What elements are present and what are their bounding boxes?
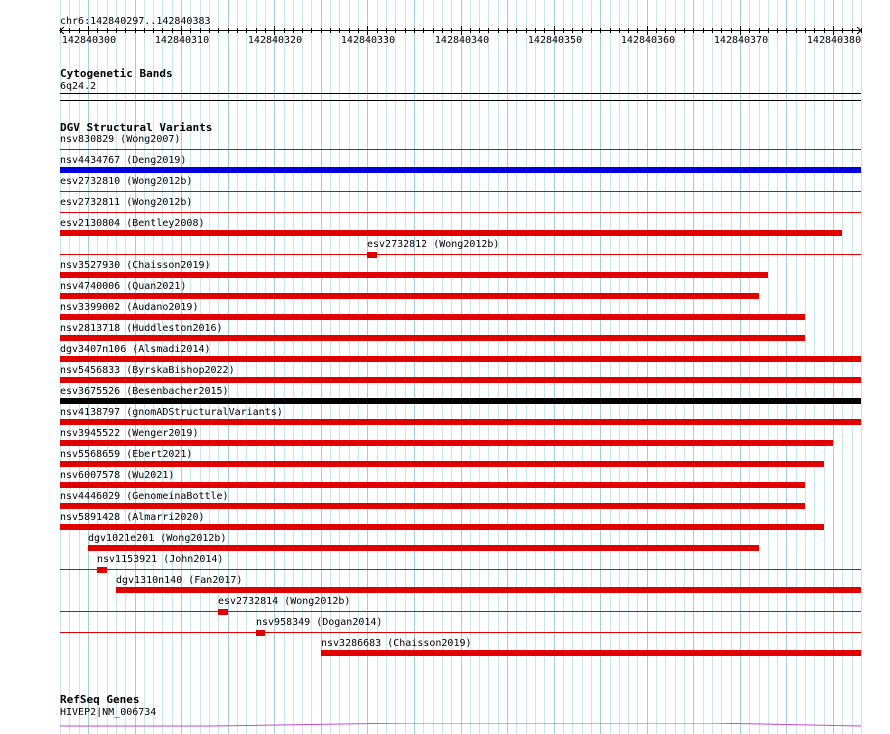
- ruler-tick-label: 142840380: [806, 35, 862, 46]
- dgv-variant-feature[interactable]: [60, 398, 861, 404]
- location-label: chr6:142840297..142840383: [60, 16, 211, 27]
- dgv-variant-feature[interactable]: [60, 440, 833, 446]
- dgv-variant-feature[interactable]: [60, 293, 759, 299]
- dgv-variant-label[interactable]: nsv4138797 (gnomADStructuralVariants): [60, 407, 283, 418]
- dgv-variant-label[interactable]: esv3675526 (Besenbacher2015): [60, 386, 229, 397]
- dgv-variant-feature[interactable]: [60, 149, 861, 150]
- dgv-variant-label[interactable]: nsv2813718 (Huddleston2016): [60, 323, 223, 334]
- dgv-variant-label[interactable]: nsv6007578 (Wu2021): [60, 470, 175, 481]
- dgv-variant-label[interactable]: dgv3407n106 (Alsmadi2014): [60, 344, 211, 355]
- dgv-variant-label[interactable]: esv2732814 (Wong2012b): [218, 596, 351, 607]
- dgv-variant-label[interactable]: nsv3527930 (Chaisson2019): [60, 260, 211, 271]
- dgv-variant-label[interactable]: nsv4740006 (Quan2021): [60, 281, 187, 292]
- dgv-variant-label[interactable]: nsv3286683 (Chaisson2019): [321, 638, 472, 649]
- dgv-variant-feature[interactable]: [321, 650, 861, 656]
- ruler-tick-label: 142840370: [713, 35, 769, 46]
- dgv-track-title: DGV Structural Variants: [60, 121, 213, 134]
- ruler-tick-label: 142840350: [527, 35, 583, 46]
- dgv-variant-feature[interactable]: [60, 503, 805, 509]
- dgv-variant-feature[interactable]: [60, 482, 805, 488]
- dgv-variant-feature[interactable]: [60, 356, 861, 362]
- dgv-variant-label[interactable]: dgv1021e201 (Wong2012b): [88, 533, 227, 544]
- dgv-variant-feature[interactable]: [218, 609, 228, 615]
- dgv-variant-feature[interactable]: [60, 272, 768, 278]
- dgv-variant-feature[interactable]: [256, 630, 265, 636]
- dgv-variant-label[interactable]: nsv4434767 (Deng2019): [60, 155, 187, 166]
- ruler-tick-label: 142840300: [61, 35, 117, 46]
- dgv-row-line: [60, 611, 861, 612]
- cytoband-bar[interactable]: [60, 93, 861, 94]
- track-separator: [60, 100, 861, 101]
- dgv-variant-label[interactable]: dgv1310n140 (Fan2017): [116, 575, 243, 586]
- cytoband-track-title: Cytogenetic Bands: [60, 67, 173, 80]
- dgv-variant-feature[interactable]: [60, 461, 824, 467]
- dgv-variant-feature[interactable]: [60, 230, 842, 236]
- dgv-row-line: [60, 632, 861, 633]
- ruler-tick-label: 142840360: [620, 35, 676, 46]
- dgv-variant-label[interactable]: nsv958349 (Dogan2014): [256, 617, 383, 628]
- dgv-variant-label[interactable]: nsv5891428 (Almarri2020): [60, 512, 205, 523]
- dgv-variant-feature[interactable]: [60, 167, 861, 173]
- dgv-variant-feature[interactable]: [97, 567, 107, 573]
- dgv-row-line: [60, 569, 861, 570]
- dgv-variant-label[interactable]: nsv1153921 (John2014): [97, 554, 224, 565]
- dgv-variant-feature[interactable]: [60, 314, 805, 320]
- refseq-gene-label[interactable]: HIVEP2|NM_006734: [60, 707, 157, 718]
- dgv-variant-label[interactable]: esv2732811 (Wong2012b): [60, 197, 193, 208]
- ruler-tick-label: 142840320: [247, 35, 303, 46]
- dgv-variant-label[interactable]: esv2732812 (Wong2012b): [367, 239, 500, 250]
- dgv-variant-label[interactable]: nsv3945522 (Wenger2019): [60, 428, 199, 439]
- dgv-row-line: [60, 254, 861, 255]
- dgv-variant-feature[interactable]: [60, 524, 824, 530]
- ruler-tick-label: 142840310: [154, 35, 210, 46]
- dgv-variant-feature[interactable]: [60, 335, 805, 341]
- dgv-variant-feature[interactable]: [60, 212, 861, 213]
- ruler-tick-label: 142840330: [340, 35, 396, 46]
- dgv-variant-feature[interactable]: [60, 377, 861, 383]
- dgv-variant-label[interactable]: nsv5568659 (Ebert2021): [60, 449, 193, 460]
- cytoband-label[interactable]: 6q24.2: [60, 81, 97, 92]
- dgv-variant-label[interactable]: esv2130804 (Bentley2008): [60, 218, 205, 229]
- dgv-variant-label[interactable]: nsv3399002 (Audano2019): [60, 302, 199, 313]
- dgv-variant-feature[interactable]: [60, 191, 861, 192]
- dgv-variant-feature[interactable]: [60, 419, 861, 425]
- ruler-tick-label: 142840340: [434, 35, 490, 46]
- dgv-variant-feature[interactable]: [88, 545, 759, 551]
- dgv-variant-label[interactable]: esv2732810 (Wong2012b): [60, 176, 193, 187]
- dgv-variant-feature[interactable]: [116, 587, 861, 593]
- refseq-gene-feature[interactable]: [60, 719, 861, 723]
- dgv-variant-label[interactable]: nsv4446029 (GenomeinaBottle): [60, 491, 229, 502]
- dgv-variant-label[interactable]: nsv830829 (Wong2007): [60, 134, 181, 145]
- dgv-variant-feature[interactable]: [367, 252, 377, 258]
- dgv-variant-label[interactable]: nsv5456833 (ByrskaBishop2022): [60, 365, 235, 376]
- refseq-track-title: RefSeq Genes: [60, 693, 140, 706]
